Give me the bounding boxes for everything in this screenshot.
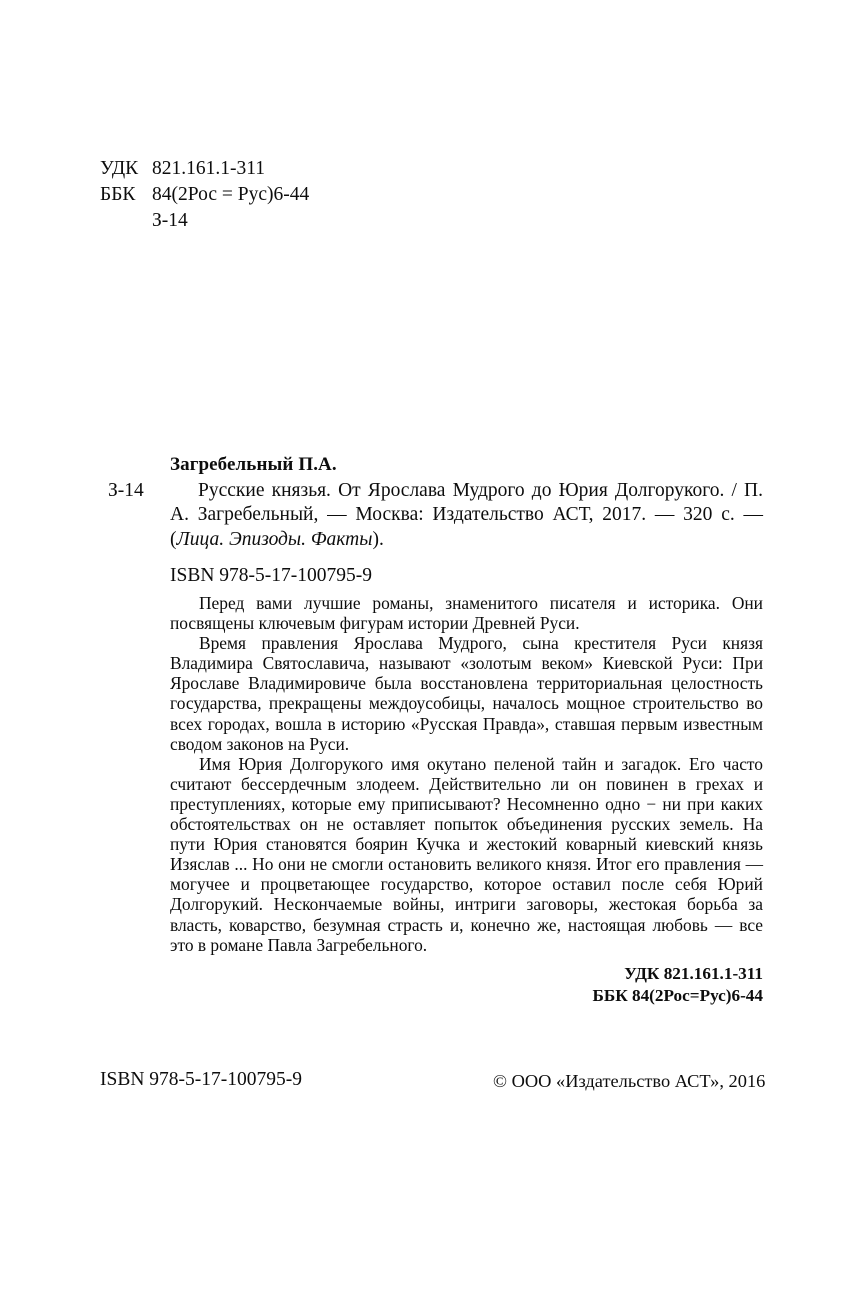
classification-block-bottom bbox=[100, 963, 763, 1007]
footer-copyright: © ООО «Издательство АСТ», 2016 bbox=[493, 1071, 766, 1091]
classification-value-udk: 821.161.1-311 bbox=[152, 158, 266, 179]
bibliographic-record bbox=[100, 452, 763, 588]
record-sigil: З-14 bbox=[108, 480, 144, 501]
annotation-paragraph-3: Имя Юрия Долгорукого имя окутано пеленой тайн и загадок. Его часто считают бессердечным злодеем. Действительно ли он повинен в грехах и преступлениях, которые ему приписывают? Несомненно одно − ни при каких обстоятельствах он не оставляет попыток объединения русских земель. На пути Юрия становятся боярин Кучка и жестокий коварный киевский князь Изяслав ... Но они не смогли остановить великого князя. Итог его правления — могучее и процветающее государство, которое оставил после себя Юрий Долгорукий. Нескончаемые войны, интриги заговоры, жестокая борьба за власть, коварство, безумная страсть и, конечно же, настоящая любовь — все это в романе Павла Загребельного. bbox=[170, 753, 763, 955]
classification-value-sigil: З-14 bbox=[152, 210, 188, 231]
classification-label-udk: УДК bbox=[100, 158, 139, 179]
record-description-part1: Русские князья. От Ярослава Мудрого до Юрия Долгорукого. / П. А. Загребельный, — Москва: Издательство АСТ, 2017. — 320 с. — ( bbox=[170, 480, 763, 550]
classification-row-sigil bbox=[100, 208, 309, 234]
record-description-part2: ). bbox=[372, 528, 384, 550]
record-body bbox=[100, 479, 763, 552]
annotation-block bbox=[170, 593, 763, 955]
annotation-paragraph-2: Время правления Ярослава Мудрого, сына крестителя Руси князя Владимира Святославича, называют «золотым веком» Киевской Руси: При Ярославе Владимировиче была восстановлена территориальная целостность государства, прекращены междоусобицы, началось мощное строительство во всех городах, вошла в историю «Русская Правда», ставшая первым известным сводом законов на Руси. bbox=[170, 633, 763, 754]
classification-block-top bbox=[100, 156, 309, 234]
annotation-paragraph-1: Перед вами лучшие романы, знаменитого писателя и историка. Они посвящены ключевым фигурам истории Древней Руси. bbox=[170, 593, 763, 634]
record-series: Лица. Эпизоды. Факты bbox=[176, 528, 373, 550]
record-description bbox=[170, 479, 763, 552]
classification-bottom-udk: УДК 821.161.1-311 bbox=[624, 964, 763, 983]
footer-isbn: ISBN 978-5-17-100795-9 bbox=[100, 1069, 303, 1090]
record-author: Загребельный П.А. bbox=[170, 454, 337, 475]
classification-row-bbk bbox=[100, 182, 309, 208]
classification-label-bbk: ББК bbox=[100, 184, 136, 205]
classification-value-bbk: 84(2Рос = Рус)6-44 bbox=[152, 184, 310, 205]
record-isbn: ISBN 978-5-17-100795-9 bbox=[170, 564, 373, 586]
classification-bottom-bbk: ББК 84(2Рос=Рус)6-44 bbox=[592, 986, 763, 1005]
classification-row-udk bbox=[100, 156, 309, 182]
